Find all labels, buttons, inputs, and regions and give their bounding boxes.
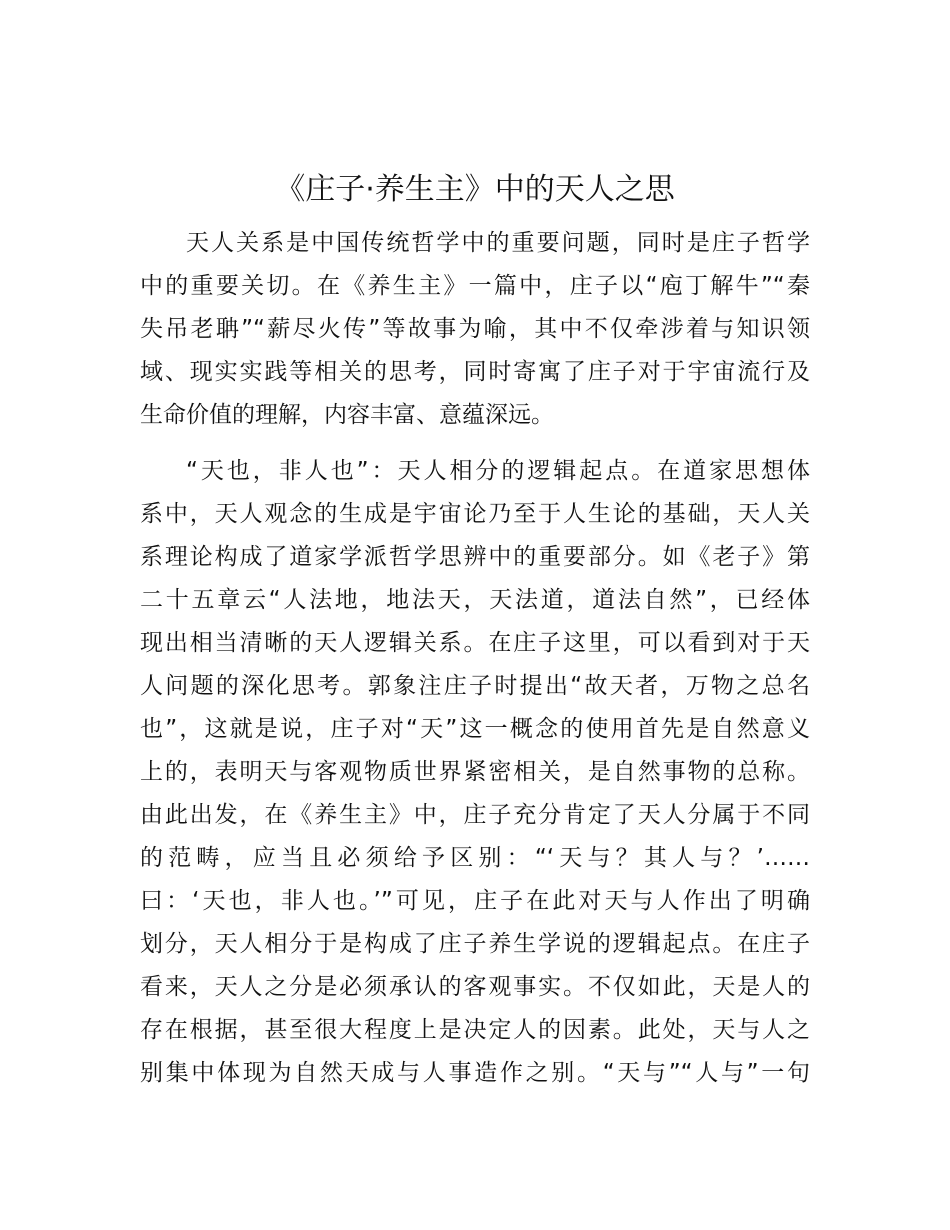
text-line: 现出相当清晰的天人逻辑关系。在庄子这里，可以看到对于天 (140, 630, 810, 656)
text-line: 的范畴，应当且必须给予区别：“‘天与？其人与？’…… (140, 845, 810, 871)
text-line: 看来，天人之分是必须承认的客观事实。不仅如此，天是人的 (140, 974, 810, 1000)
text-line: 也”，这就是说，庄子对“天”这一概念的使用首先是自然意义 (140, 716, 810, 742)
text-line: 人问题的深化思考。郭象注庄子时提出“故天者，万物之总名 (140, 673, 810, 699)
text-line: 别集中体现为自然天成与人事造作之别。“天与”“人与”一句 (140, 1060, 810, 1086)
paragraph-intro (140, 222, 810, 437)
text-line: 中的重要关切。在《养生主》一篇中，庄子以“庖丁解牛”“秦 (140, 273, 810, 299)
text-line: 由此出发，在《养生主》中，庄子充分肯定了天人分属于不同 (140, 802, 810, 828)
text-line: 域、现实实践等相关的思考，同时寄寓了庄子对于宇宙流行及 (140, 359, 810, 385)
paragraph-section-one (140, 450, 810, 1095)
text-line: “天也，非人也”：天人相分的逻辑起点。在道家思想体 (186, 458, 810, 484)
text-line: 划分，天人相分于是构成了庄子养生学说的逻辑起点。在庄子 (140, 931, 810, 957)
text-line: 失吊老聃”“薪尽火传”等故事为喻，其中不仅牵涉着与知识领 (140, 316, 810, 342)
text-line: 系理论构成了道家学派哲学思辨中的重要部分。如《老子》第 (140, 544, 810, 570)
text-line: 上的，表明天与客观物质世界紧密相关，是自然事物的总称。 (140, 759, 810, 785)
text-line: 存在根据，甚至很大程度上是决定人的因素。此处，天与人之 (140, 1017, 810, 1043)
text-line: 天人关系是中国传统哲学中的重要问题，同时是庄子哲学 (186, 230, 810, 256)
text-line: 曰：‘天也，非人也。’”可见，庄子在此对天与人作出了明确 (140, 888, 810, 914)
text-line: 二十五章云“人法地，地法天，天法道，道法自然”，已经体 (140, 587, 810, 613)
text-line: 生命价值的理解，内容丰富、意蕴深远。 (140, 402, 554, 428)
text-line: 系中，天人观念的生成是宇宙论乃至于人生论的基础，天人关 (140, 501, 810, 527)
page-title: 《庄子·养生主》中的天人之思 (275, 172, 675, 207)
